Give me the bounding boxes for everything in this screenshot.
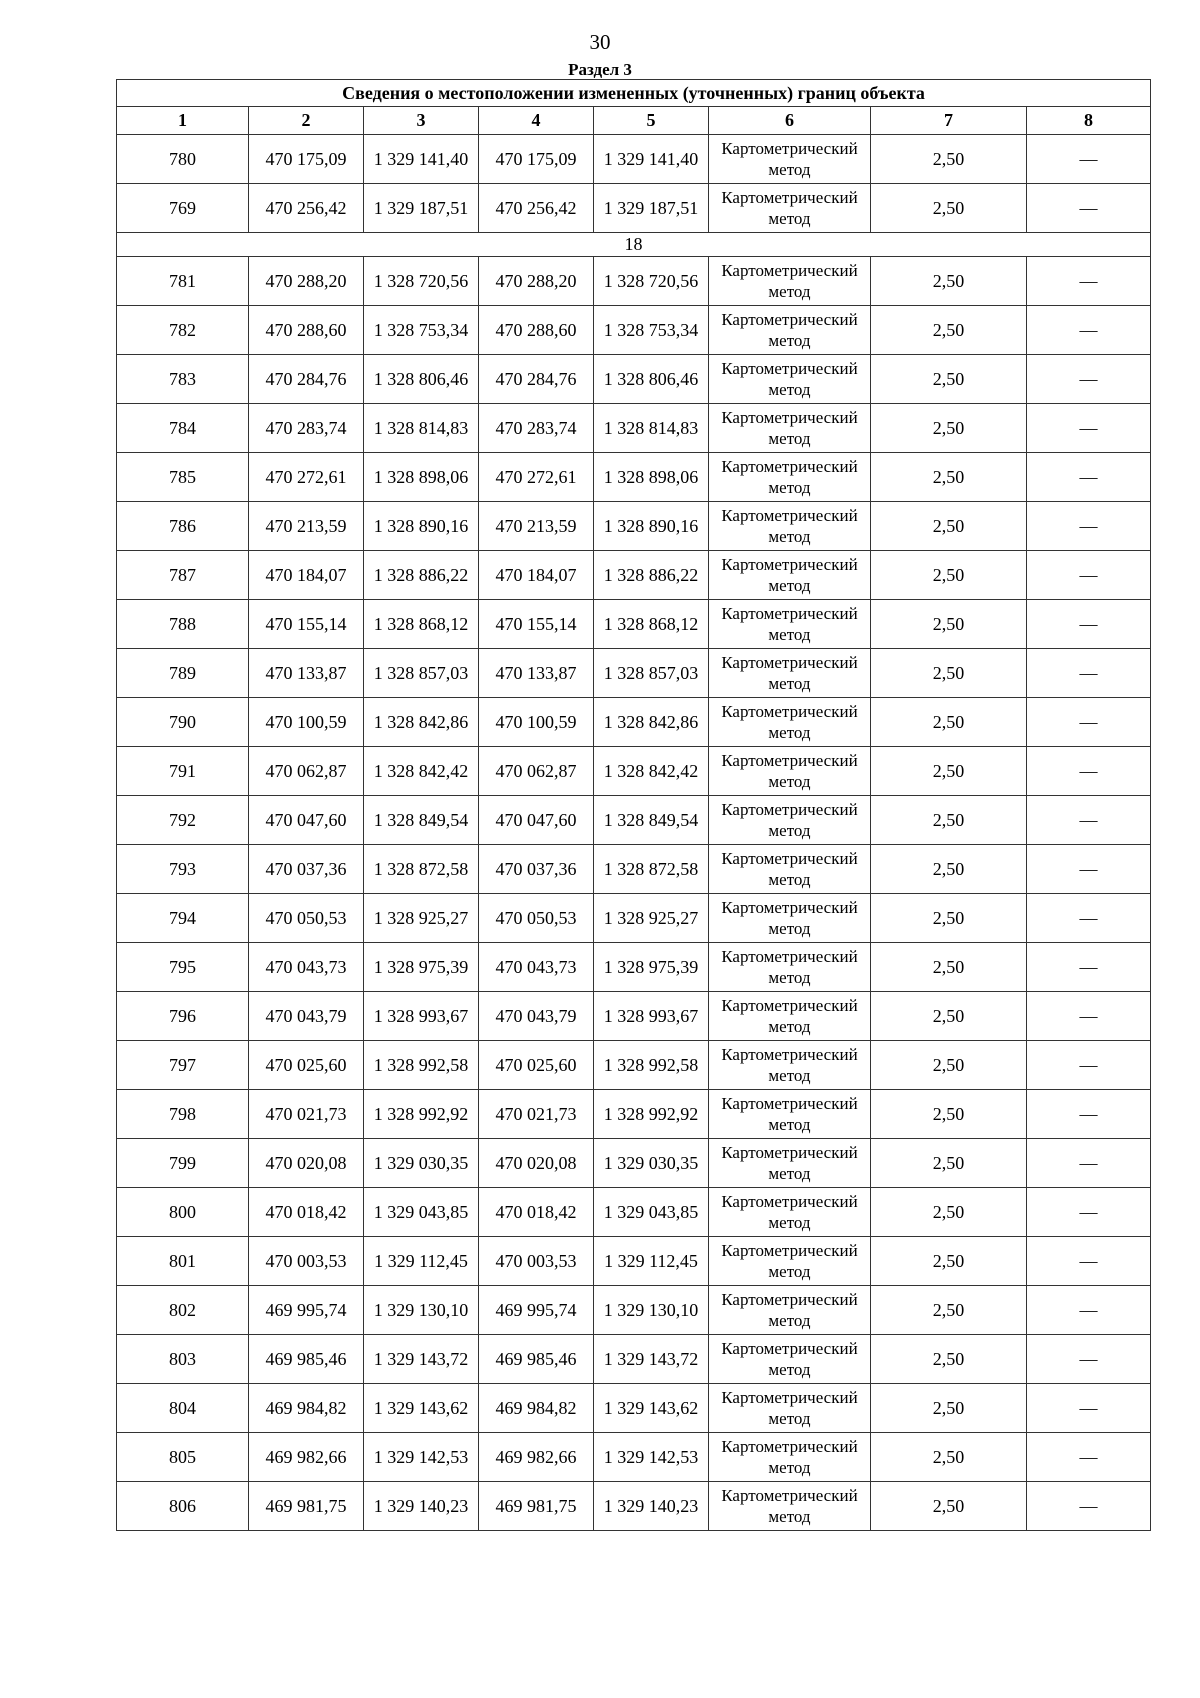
y2-cell: 1 328 898,06 (594, 453, 709, 502)
y1-cell: 1 328 868,12 (364, 600, 479, 649)
group-row (117, 233, 1151, 257)
note-cell: — (1027, 747, 1151, 796)
point-cell: 782 (117, 306, 249, 355)
method-cell: Картометрический метод (709, 1237, 871, 1286)
point-cell: 785 (117, 453, 249, 502)
note-cell: — (1027, 1041, 1151, 1090)
error-cell: 2,50 (871, 943, 1027, 992)
note-cell: — (1027, 1139, 1151, 1188)
y1-cell: 1 329 140,23 (364, 1482, 479, 1531)
note-cell: — (1027, 404, 1151, 453)
point-cell: 783 (117, 355, 249, 404)
table-row (117, 1433, 1151, 1482)
note-cell: — (1027, 135, 1151, 184)
note-cell: — (1027, 306, 1151, 355)
table-row (117, 1482, 1151, 1531)
y1-cell: 1 329 043,85 (364, 1188, 479, 1237)
note-cell: — (1027, 1335, 1151, 1384)
x2-cell: 470 288,60 (479, 306, 594, 355)
table-row (117, 551, 1151, 600)
x2-cell: 470 062,87 (479, 747, 594, 796)
note-cell: — (1027, 551, 1151, 600)
table-row (117, 1335, 1151, 1384)
y2-cell: 1 328 842,86 (594, 698, 709, 747)
error-cell: 2,50 (871, 135, 1027, 184)
y2-cell: 1 329 130,10 (594, 1286, 709, 1335)
error-cell: 2,50 (871, 404, 1027, 453)
y1-cell: 1 328 720,56 (364, 257, 479, 306)
group-label: 18 (117, 233, 1151, 257)
y1-cell: 1 328 872,58 (364, 845, 479, 894)
note-cell: — (1027, 453, 1151, 502)
point-cell: 788 (117, 600, 249, 649)
point-cell: 780 (117, 135, 249, 184)
point-cell: 800 (117, 1188, 249, 1237)
y2-cell: 1 328 993,67 (594, 992, 709, 1041)
y2-cell: 1 328 886,22 (594, 551, 709, 600)
y2-cell: 1 328 753,34 (594, 306, 709, 355)
point-cell: 769 (117, 184, 249, 233)
table-header-row (117, 107, 1151, 135)
method-cell: Картометрический метод (709, 551, 871, 600)
point-cell: 805 (117, 1433, 249, 1482)
y1-cell: 1 328 890,16 (364, 502, 479, 551)
note-cell: — (1027, 1090, 1151, 1139)
point-cell: 786 (117, 502, 249, 551)
note-cell: — (1027, 257, 1151, 306)
method-cell: Картометрический метод (709, 1041, 871, 1090)
y2-cell: 1 328 720,56 (594, 257, 709, 306)
x2-cell: 470 050,53 (479, 894, 594, 943)
table-caption: Сведения о местоположении измененных (уточненных) границ объекта (117, 80, 1151, 107)
y2-cell: 1 329 140,23 (594, 1482, 709, 1531)
method-cell: Картометрический метод (709, 502, 871, 551)
table-row (117, 355, 1151, 404)
error-cell: 2,50 (871, 747, 1027, 796)
table-row (117, 404, 1151, 453)
note-cell: — (1027, 845, 1151, 894)
point-cell: 796 (117, 992, 249, 1041)
note-cell: — (1027, 1384, 1151, 1433)
table-row (117, 1188, 1151, 1237)
note-cell: — (1027, 698, 1151, 747)
table-row (117, 502, 1151, 551)
column-header: 3 (364, 107, 479, 135)
error-cell: 2,50 (871, 1237, 1027, 1286)
x2-cell: 469 981,75 (479, 1482, 594, 1531)
y1-cell: 1 329 141,40 (364, 135, 479, 184)
note-cell: — (1027, 1482, 1151, 1531)
error-cell: 2,50 (871, 600, 1027, 649)
section-title: Раздел 3 (568, 60, 632, 79)
x1-cell: 470 184,07 (249, 551, 364, 600)
y2-cell: 1 329 112,45 (594, 1237, 709, 1286)
x1-cell: 470 284,76 (249, 355, 364, 404)
x2-cell: 470 283,74 (479, 404, 594, 453)
table-row (117, 1139, 1151, 1188)
column-header: 4 (479, 107, 594, 135)
error-cell: 2,50 (871, 1139, 1027, 1188)
point-cell: 801 (117, 1237, 249, 1286)
x2-cell: 469 985,46 (479, 1335, 594, 1384)
boundary-table (116, 79, 1151, 1531)
y2-cell: 1 328 814,83 (594, 404, 709, 453)
y1-cell: 1 329 143,72 (364, 1335, 479, 1384)
note-cell: — (1027, 1433, 1151, 1482)
column-header: 8 (1027, 107, 1151, 135)
error-cell: 2,50 (871, 257, 1027, 306)
method-cell: Картометрический метод (709, 649, 871, 698)
method-cell: Картометрический метод (709, 135, 871, 184)
point-cell: 792 (117, 796, 249, 845)
table-row (117, 135, 1151, 184)
x1-cell: 470 050,53 (249, 894, 364, 943)
error-cell: 2,50 (871, 551, 1027, 600)
point-cell: 791 (117, 747, 249, 796)
y1-cell: 1 329 187,51 (364, 184, 479, 233)
column-header: 7 (871, 107, 1027, 135)
error-cell: 2,50 (871, 502, 1027, 551)
note-cell: — (1027, 649, 1151, 698)
column-header: 1 (117, 107, 249, 135)
method-cell: Картометрический метод (709, 747, 871, 796)
x1-cell: 469 995,74 (249, 1286, 364, 1335)
column-header: 6 (709, 107, 871, 135)
note-cell: — (1027, 355, 1151, 404)
y1-cell: 1 328 898,06 (364, 453, 479, 502)
x1-cell: 470 175,09 (249, 135, 364, 184)
method-cell: Картометрический метод (709, 698, 871, 747)
point-cell: 806 (117, 1482, 249, 1531)
x2-cell: 470 043,73 (479, 943, 594, 992)
error-cell: 2,50 (871, 698, 1027, 747)
y2-cell: 1 328 872,58 (594, 845, 709, 894)
error-cell: 2,50 (871, 649, 1027, 698)
error-cell: 2,50 (871, 1482, 1027, 1531)
point-cell: 798 (117, 1090, 249, 1139)
error-cell: 2,50 (871, 1433, 1027, 1482)
y1-cell: 1 328 806,46 (364, 355, 479, 404)
error-cell: 2,50 (871, 355, 1027, 404)
x2-cell: 470 020,08 (479, 1139, 594, 1188)
table-row (117, 1041, 1151, 1090)
error-cell: 2,50 (871, 1090, 1027, 1139)
y1-cell: 1 328 992,58 (364, 1041, 479, 1090)
y1-cell: 1 329 143,62 (364, 1384, 479, 1433)
y2-cell: 1 329 143,62 (594, 1384, 709, 1433)
table-caption-row (117, 80, 1151, 107)
error-cell: 2,50 (871, 845, 1027, 894)
y2-cell: 1 329 142,53 (594, 1433, 709, 1482)
x2-cell: 470 100,59 (479, 698, 594, 747)
x1-cell: 470 062,87 (249, 747, 364, 796)
table-row (117, 1384, 1151, 1433)
y2-cell: 1 328 890,16 (594, 502, 709, 551)
method-cell: Картометрический метод (709, 796, 871, 845)
x2-cell: 469 995,74 (479, 1286, 594, 1335)
table-row (117, 796, 1151, 845)
note-cell: — (1027, 992, 1151, 1041)
x2-cell: 470 256,42 (479, 184, 594, 233)
x1-cell: 470 256,42 (249, 184, 364, 233)
point-cell: 797 (117, 1041, 249, 1090)
y1-cell: 1 328 975,39 (364, 943, 479, 992)
error-cell: 2,50 (871, 1041, 1027, 1090)
method-cell: Картометрический метод (709, 453, 871, 502)
x1-cell: 470 213,59 (249, 502, 364, 551)
y2-cell: 1 329 187,51 (594, 184, 709, 233)
x1-cell: 470 043,79 (249, 992, 364, 1041)
y1-cell: 1 328 993,67 (364, 992, 479, 1041)
note-cell: — (1027, 502, 1151, 551)
x1-cell: 470 043,73 (249, 943, 364, 992)
y1-cell: 1 328 842,86 (364, 698, 479, 747)
point-cell: 790 (117, 698, 249, 747)
point-cell: 802 (117, 1286, 249, 1335)
x2-cell: 470 175,09 (479, 135, 594, 184)
table-row (117, 894, 1151, 943)
y2-cell: 1 328 842,42 (594, 747, 709, 796)
y2-cell: 1 328 975,39 (594, 943, 709, 992)
x2-cell: 470 021,73 (479, 1090, 594, 1139)
y1-cell: 1 328 886,22 (364, 551, 479, 600)
method-cell: Картометрический метод (709, 1188, 871, 1237)
x1-cell: 470 021,73 (249, 1090, 364, 1139)
y1-cell: 1 328 814,83 (364, 404, 479, 453)
point-cell: 789 (117, 649, 249, 698)
x2-cell: 470 025,60 (479, 1041, 594, 1090)
note-cell: — (1027, 1286, 1151, 1335)
x2-cell: 470 288,20 (479, 257, 594, 306)
table-row (117, 649, 1151, 698)
table-body (117, 80, 1151, 1531)
method-cell: Картометрический метод (709, 404, 871, 453)
error-cell: 2,50 (871, 1286, 1027, 1335)
method-cell: Картометрический метод (709, 992, 871, 1041)
error-cell: 2,50 (871, 992, 1027, 1041)
column-header: 5 (594, 107, 709, 135)
page-number: 30 (589, 30, 611, 54)
y2-cell: 1 328 925,27 (594, 894, 709, 943)
error-cell: 2,50 (871, 306, 1027, 355)
table-row (117, 698, 1151, 747)
y1-cell: 1 328 842,42 (364, 747, 479, 796)
method-cell: Картометрический метод (709, 1384, 871, 1433)
x2-cell: 470 155,14 (479, 600, 594, 649)
table-row (117, 257, 1151, 306)
method-cell: Картометрический метод (709, 306, 871, 355)
x2-cell: 470 272,61 (479, 453, 594, 502)
y1-cell: 1 328 857,03 (364, 649, 479, 698)
y1-cell: 1 328 849,54 (364, 796, 479, 845)
point-cell: 784 (117, 404, 249, 453)
error-cell: 2,50 (871, 1384, 1027, 1433)
x2-cell: 470 003,53 (479, 1237, 594, 1286)
x1-cell: 470 020,08 (249, 1139, 364, 1188)
point-cell: 781 (117, 257, 249, 306)
table-row (117, 845, 1151, 894)
y2-cell: 1 329 030,35 (594, 1139, 709, 1188)
point-cell: 803 (117, 1335, 249, 1384)
y2-cell: 1 329 141,40 (594, 135, 709, 184)
point-cell: 787 (117, 551, 249, 600)
y2-cell: 1 328 849,54 (594, 796, 709, 845)
y2-cell: 1 328 868,12 (594, 600, 709, 649)
note-cell: — (1027, 796, 1151, 845)
note-cell: — (1027, 600, 1151, 649)
table-row (117, 1286, 1151, 1335)
x2-cell: 469 982,66 (479, 1433, 594, 1482)
method-cell: Картометрический метод (709, 1433, 871, 1482)
x1-cell: 470 288,60 (249, 306, 364, 355)
error-cell: 2,50 (871, 796, 1027, 845)
y2-cell: 1 328 992,58 (594, 1041, 709, 1090)
y2-cell: 1 329 043,85 (594, 1188, 709, 1237)
x2-cell: 470 047,60 (479, 796, 594, 845)
x1-cell: 469 982,66 (249, 1433, 364, 1482)
method-cell: Картометрический метод (709, 1482, 871, 1531)
x1-cell: 470 003,53 (249, 1237, 364, 1286)
column-header: 2 (249, 107, 364, 135)
x2-cell: 470 284,76 (479, 355, 594, 404)
x2-cell: 470 184,07 (479, 551, 594, 600)
x1-cell: 470 283,74 (249, 404, 364, 453)
table-row (117, 600, 1151, 649)
error-cell: 2,50 (871, 184, 1027, 233)
point-cell: 794 (117, 894, 249, 943)
x1-cell: 470 018,42 (249, 1188, 364, 1237)
point-cell: 799 (117, 1139, 249, 1188)
y1-cell: 1 329 112,45 (364, 1237, 479, 1286)
table-row (117, 992, 1151, 1041)
method-cell: Картометрический метод (709, 1286, 871, 1335)
method-cell: Картометрический метод (709, 184, 871, 233)
y1-cell: 1 328 753,34 (364, 306, 479, 355)
x2-cell: 470 043,79 (479, 992, 594, 1041)
method-cell: Картометрический метод (709, 600, 871, 649)
table-row (117, 943, 1151, 992)
method-cell: Картометрический метод (709, 1335, 871, 1384)
note-cell: — (1027, 943, 1151, 992)
table-row (117, 1090, 1151, 1139)
point-cell: 795 (117, 943, 249, 992)
x1-cell: 469 984,82 (249, 1384, 364, 1433)
x1-cell: 470 100,59 (249, 698, 364, 747)
x2-cell: 470 133,87 (479, 649, 594, 698)
y1-cell: 1 329 130,10 (364, 1286, 479, 1335)
table-row (117, 453, 1151, 502)
x1-cell: 469 981,75 (249, 1482, 364, 1531)
method-cell: Картометрический метод (709, 894, 871, 943)
x1-cell: 470 025,60 (249, 1041, 364, 1090)
x2-cell: 470 213,59 (479, 502, 594, 551)
y2-cell: 1 328 857,03 (594, 649, 709, 698)
y1-cell: 1 328 925,27 (364, 894, 479, 943)
y1-cell: 1 329 142,53 (364, 1433, 479, 1482)
x1-cell: 470 133,87 (249, 649, 364, 698)
y2-cell: 1 328 992,92 (594, 1090, 709, 1139)
method-cell: Картометрический метод (709, 1090, 871, 1139)
method-cell: Картометрический метод (709, 943, 871, 992)
x1-cell: 470 047,60 (249, 796, 364, 845)
error-cell: 2,50 (871, 894, 1027, 943)
x1-cell: 470 288,20 (249, 257, 364, 306)
method-cell: Картометрический метод (709, 257, 871, 306)
table-row (117, 747, 1151, 796)
table-row (117, 1237, 1151, 1286)
table-row (117, 306, 1151, 355)
note-cell: — (1027, 1188, 1151, 1237)
x1-cell: 470 272,61 (249, 453, 364, 502)
error-cell: 2,50 (871, 1188, 1027, 1237)
method-cell: Картометрический метод (709, 1139, 871, 1188)
x2-cell: 470 037,36 (479, 845, 594, 894)
x1-cell: 469 985,46 (249, 1335, 364, 1384)
x2-cell: 470 018,42 (479, 1188, 594, 1237)
x1-cell: 470 037,36 (249, 845, 364, 894)
y1-cell: 1 329 030,35 (364, 1139, 479, 1188)
table-row (117, 184, 1151, 233)
note-cell: — (1027, 1237, 1151, 1286)
error-cell: 2,50 (871, 1335, 1027, 1384)
y2-cell: 1 329 143,72 (594, 1335, 709, 1384)
method-cell: Картометрический метод (709, 355, 871, 404)
error-cell: 2,50 (871, 453, 1027, 502)
point-cell: 804 (117, 1384, 249, 1433)
x2-cell: 469 984,82 (479, 1384, 594, 1433)
y1-cell: 1 328 992,92 (364, 1090, 479, 1139)
method-cell: Картометрический метод (709, 845, 871, 894)
note-cell: — (1027, 894, 1151, 943)
point-cell: 793 (117, 845, 249, 894)
note-cell: — (1027, 184, 1151, 233)
y2-cell: 1 328 806,46 (594, 355, 709, 404)
x1-cell: 470 155,14 (249, 600, 364, 649)
